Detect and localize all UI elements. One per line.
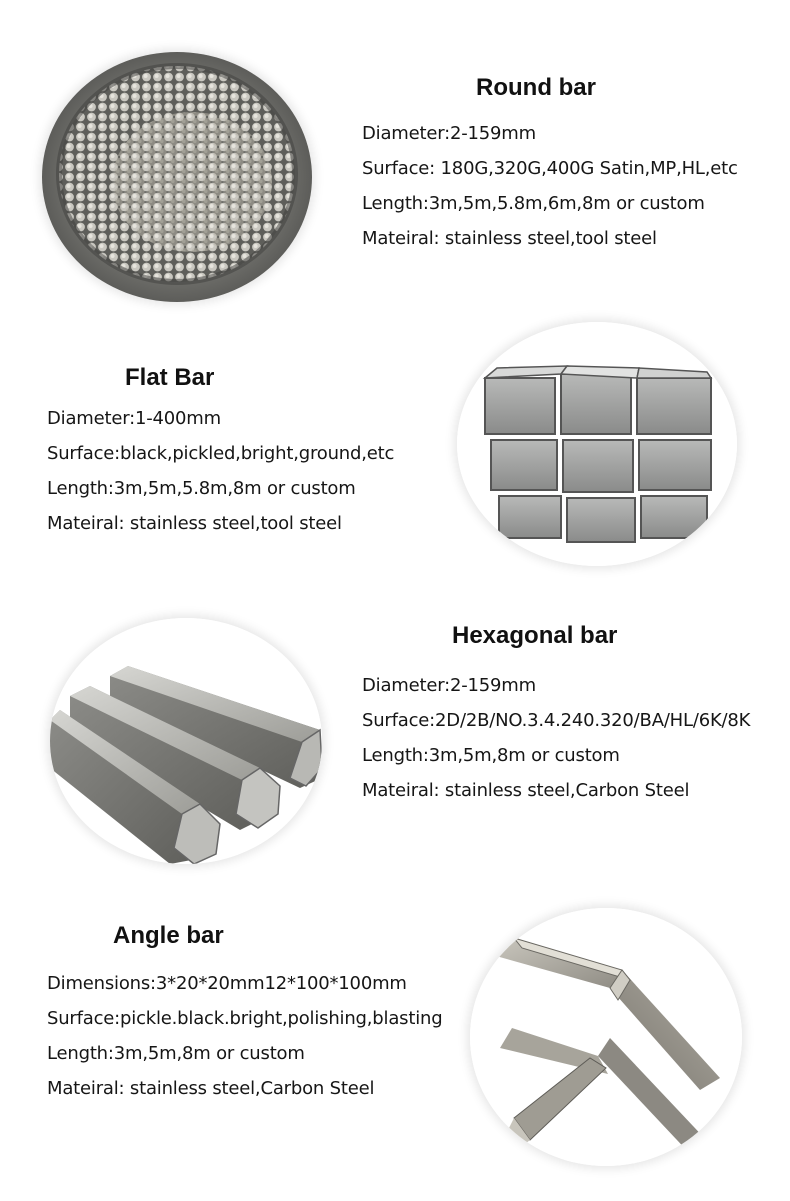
hexagonal-bar-photo: [50, 618, 322, 864]
angle-bar-photo: [470, 908, 742, 1166]
angle-bar-material: Mateiral: stainless steel,Carbon Steel: [47, 1078, 375, 1099]
angle-bar-image: [470, 908, 742, 1166]
flat-bar-photo: [457, 322, 737, 566]
hexagonal-bar-section: [0, 600, 790, 890]
hexagonal-bar-length: Length:3m,5m,8m or custom: [362, 745, 620, 766]
flat-bar-diameter: Diameter:1-400mm: [47, 408, 221, 429]
round-bar-surface: Surface: 180G,320G,400G Satin,MP,HL,etc: [362, 158, 738, 179]
hexagonal-bar-surface: Surface:2D/2B/NO.3.4.240.320/BA/HL/6K/8K: [362, 710, 751, 731]
hexagonal-bar-title: Hexagonal bar: [452, 622, 618, 649]
angle-bar-surface: Surface:pickle.black.bright,polishing,blasting: [47, 1008, 443, 1029]
flat-bar-section: [0, 310, 790, 600]
flat-bar-surface: Surface:black,pickled,bright,ground,etc: [47, 443, 395, 464]
round-bar-photo: [42, 52, 312, 302]
flat-bar-image: [457, 322, 737, 566]
flat-bar-material: Mateiral: stainless steel,tool steel: [47, 513, 342, 534]
round-bar-diameter: Diameter:2-159mm: [362, 123, 536, 144]
flat-bar-length: Length:3m,5m,5.8m,8m or custom: [47, 478, 356, 499]
angle-bar-section: [0, 890, 790, 1201]
round-bar-section: [0, 0, 790, 310]
hexagonal-bar-image: [50, 618, 322, 864]
round-bar-image: [42, 52, 312, 302]
hexagonal-bar-diameter: Diameter:2-159mm: [362, 675, 536, 696]
angle-bar-dimensions: Dimensions:3*20*20mm12*100*100mm: [47, 973, 407, 994]
hexagonal-bar-material: Mateiral: stainless steel,Carbon Steel: [362, 780, 690, 801]
angle-bar-title: Angle bar: [113, 922, 224, 949]
round-bar-title: Round bar: [476, 74, 596, 101]
flat-bar-title: Flat Bar: [125, 364, 215, 391]
round-bar-material: Mateiral: stainless steel,tool steel: [362, 228, 657, 249]
angle-bar-length: Length:3m,5m,8m or custom: [47, 1043, 305, 1064]
round-bar-length: Length:3m,5m,5.8m,6m,8m or custom: [362, 193, 705, 214]
